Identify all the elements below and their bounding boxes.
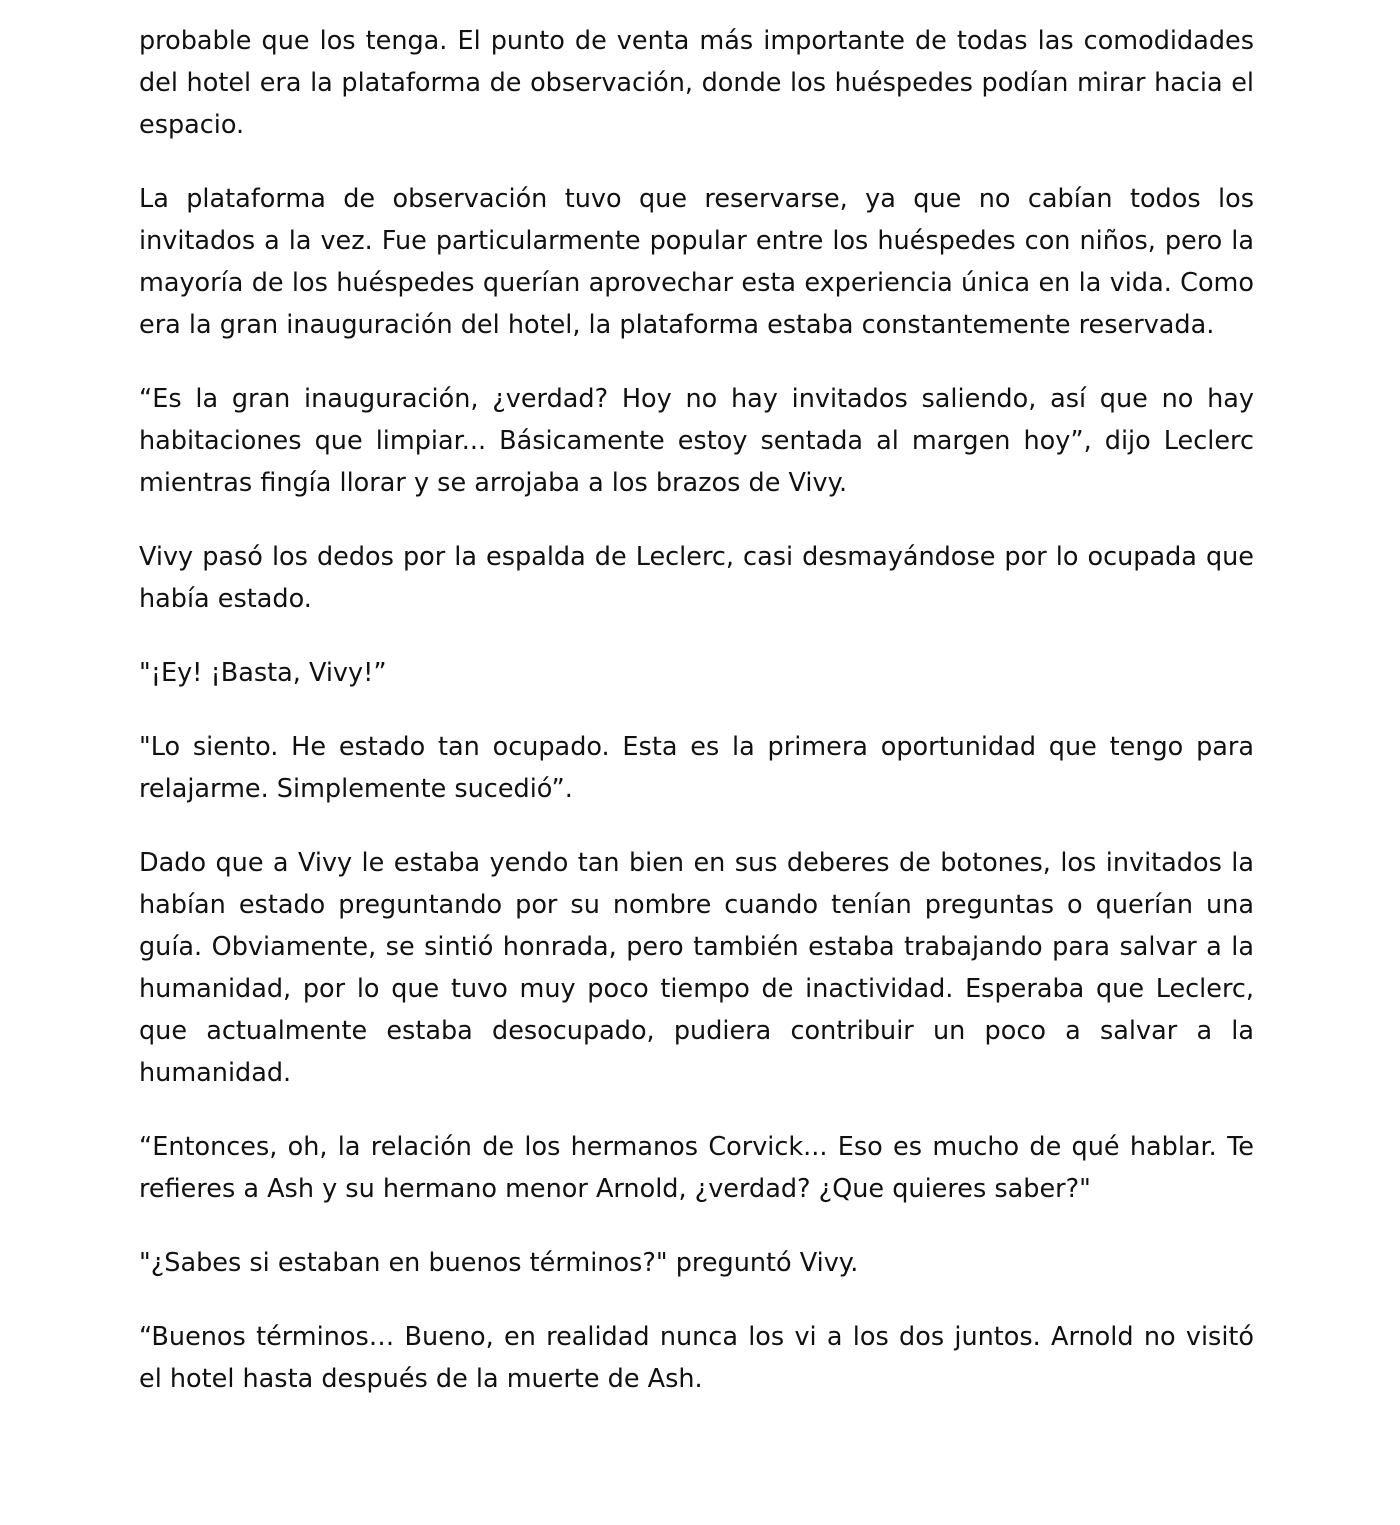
paragraph: “Buenos términos… Bueno, en realidad nunca los vi a los dos juntos. Arnold no visitó el hotel hasta después de la muerte de Ash. <box>139 1322 1254 1394</box>
paragraph: “Entonces, oh, la relación de los hermanos Corvick... Eso es mucho de qué hablar. Te refieres a Ash y su hermano menor Arnold, ¿verdad? ¿Que quieres saber?" <box>139 1132 1254 1204</box>
paragraph: "¡Ey! ¡Basta, Vivy!” <box>139 658 387 688</box>
document-page <box>139 20 1254 1432</box>
paragraph: La plataforma de observación tuvo que reservarse, ya que no cabían todos los invitados a la vez. Fue particularmente popular entre los huéspedes con niños, pero la mayoría de los huéspedes querían aprovechar esta experiencia única en la vida. Como era la gran inauguración del hotel, la plataforma estaba constantemente reservada. <box>139 184 1254 340</box>
paragraph: “Es la gran inauguración, ¿verdad? Hoy no hay invitados saliendo, así que no hay habitaciones que limpiar... Básicamente estoy sentada al margen hoy”, dijo Leclerc mientras fingía llorar y se arrojaba a los brazos de Vivy. <box>139 384 1254 498</box>
paragraph: "¿Sabes si estaban en buenos términos?" preguntó Vivy. <box>139 1248 859 1278</box>
paragraph: "Lo siento. He estado tan ocupado. Esta es la primera oportunidad que tengo para relajarme. Simplemente sucedió”. <box>139 732 1254 804</box>
paragraph: Dado que a Vivy le estaba yendo tan bien en sus deberes de botones, los invitados la habían estado preguntando por su nombre cuando tenían preguntas o querían una guía. Obviamente, se sintió honrada, pero también estaba trabajando para salvar a la humanidad, por lo que tuvo muy poco tiempo de inactividad. Esperaba que Leclerc, que actualmente estaba desocupado, pudiera contribuir un poco a salvar a la humanidad. <box>139 848 1254 1088</box>
paragraph: probable que los tenga. El punto de venta más importante de todas las comodidades del hotel era la plataforma de observación, donde los huéspedes podían mirar hacia el espacio. <box>139 26 1254 140</box>
paragraph: Vivy pasó los dedos por la espalda de Leclerc, casi desmayándose por lo ocupada que había estado. <box>139 542 1254 614</box>
